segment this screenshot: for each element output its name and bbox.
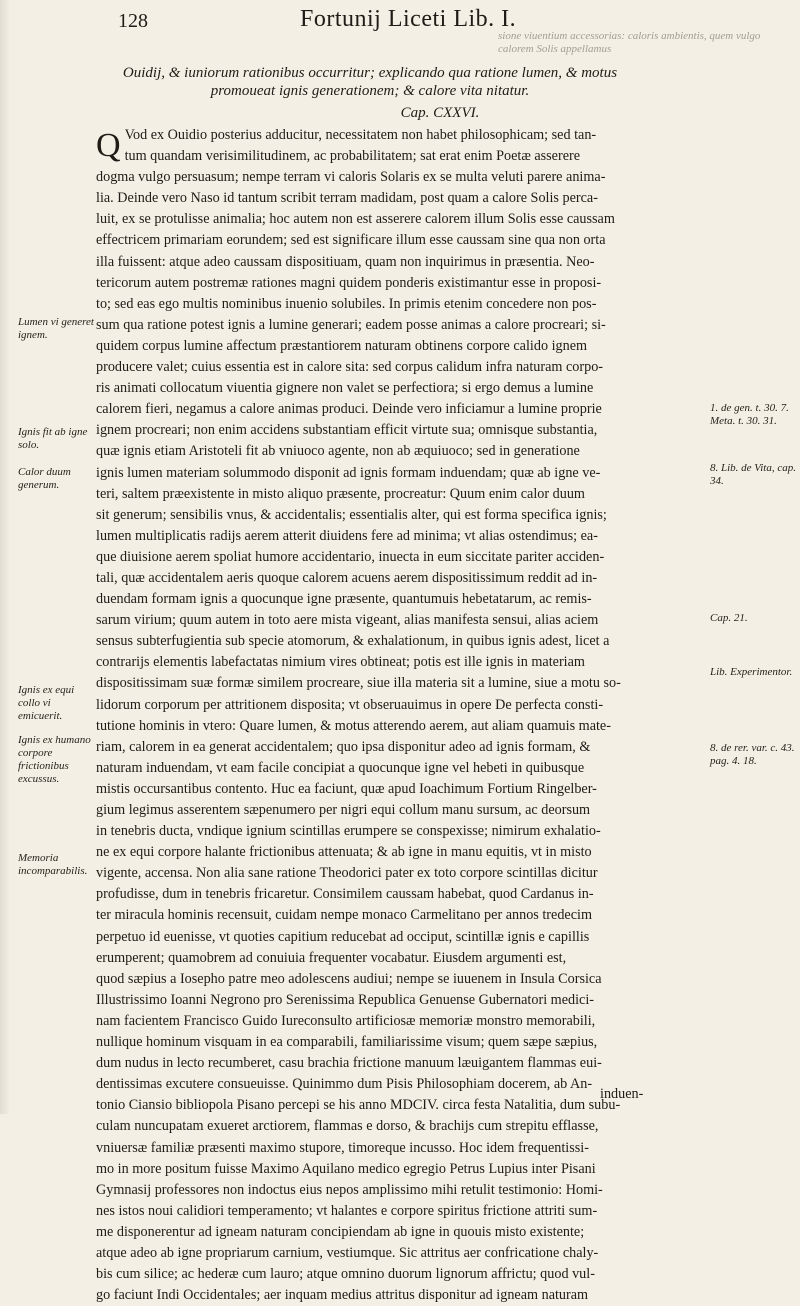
text-line: effectricem primariam eorundem; sed est significare illum esse caussam sine qua non orta (96, 232, 606, 249)
text-line: tum quandam verisimilitudinem, ac probabilitatem; sat erat enim Poetæ asserere (124, 148, 581, 165)
text-line: dentissimas excutere consueuisse. Quinimmo dum Pisis Philosophiam docerem, ab An- (96, 1076, 593, 1093)
text-line: duendam formam ignis a quocunque igne præsente, quantumuis hebetatarum, ac remis- (96, 591, 592, 608)
text-line: tericorum autem postremæ rationes magni quidem ponderis existimantur esse in proposi- (96, 274, 602, 291)
text-line: quidem corpus lumine affectum præstantiorem naturam obtinens corpore calido ignem (96, 337, 588, 354)
text-line: to; sed eas ego multis nominibus inuenio solubiles. In primis etenim concedere non pos- (96, 295, 597, 312)
chapter-title-line-1: Ouidij, & iuniorum rationibus occurritur; explicando qua ratione lumen, & motus (122, 65, 618, 81)
text-line: que diuisione aerem spoliat humore accidentario, inuecta in eum siccitate pariter acciden- (96, 548, 605, 565)
bleed-line-1: sione viuentium accessorias: caloris ambientis, quem vulgo calorem Solis appellamus (498, 30, 761, 55)
text-line: mo in more positum fuisse Maximo Aquilano medico egregio Petrus Lupius inter Pisani (96, 1160, 596, 1177)
text-line: culam nuncupatam exueret arctiorem, flammas e dorso, & brachijs cum strepitu efflasse, (96, 1118, 599, 1135)
text-line: tutione hominis in vtero: Quare lumen, & motus atterendo aerem, aut aliam quamuis mate- (96, 717, 611, 734)
text-line: me disponerentur ad igneam naturam concipiendam ab igne in quouis misto existente; (96, 1223, 585, 1240)
text-line: tali, quæ accidentalem aeris quoque calorem acuens aerem dispositissimum reddit ad in- (96, 569, 598, 586)
text-line: Illustrissimo Ioanni Negrono pro Serenissima Republica Genuense Gubernatori medici- (96, 991, 595, 1008)
text-line: sensus subterfugientia sub specie atomorum, & exhalationum, in quibus ignis adest, licet a (96, 633, 610, 650)
text-line: lumen multiplicatis radijs aerem atterit diuidens fere ad minima; vt alias ostendimus; ea- (96, 527, 598, 544)
chapter-number: Cap. CXXVI. (400, 105, 480, 121)
page-header (0, 6, 800, 40)
text-line: riam, calorem in ea generat accidentalem; quo ipsa disponitur adeo ad ignis formam, & (96, 738, 591, 755)
text-line: dispositissimam suæ formæ similem procreare, siue illa materia sit a lumine, siue a motu so- (96, 675, 621, 692)
text-line: quæ ignis etiam Aristoteli fit ab vniuoco agente, non ab æquiuoco; sed in generatione (96, 443, 580, 460)
text-line: nam facientem Francisco Guido Iureconsulto artificiosæ memoriæ monstro memorabili, (96, 1012, 596, 1029)
margin-note-humano-corpore: Ignis ex humano corpore frictionibus excussus. (18, 734, 91, 785)
text-line: quod sæpius a Iosepho patre meo adolescens audiui; nempe se iuuenem in Insula Corsica (96, 970, 602, 987)
text-line: ignis lumen materiam solummodo disponit ad ignis formam induendam; quæ ab igne ve- (96, 464, 601, 481)
body-text (96, 125, 708, 1306)
text-line: erumperent; quamobrem ad conuiuia frequenter vocabatur. Eiusdem argumenti est, (96, 949, 567, 966)
page-number: 128 (118, 10, 148, 32)
text-line: mistis occursantibus contento. Huc ea faciunt, quæ apud Ioachimum Fortium Ringelber- (96, 780, 597, 797)
catchword: induen- (600, 1086, 644, 1102)
text-line: Gymnasij professores non indoctus eius nepos amplissimo mihi retulit testimonio: Homi- (96, 1181, 603, 1198)
text-line: nes istos noui calidiori temperamento; vt halantes e corpore spiritus frictione attriti sum- (96, 1202, 598, 1219)
text-line: go faciunt Indi Occidentales; aer inquam medius attritus disponitur ad igneam naturam (96, 1287, 589, 1304)
text-line: nullique hominum visquam in ea comparabili, familiarissime visum; quem sæpe sæpius, (96, 1034, 598, 1051)
text-line: luit, ex se protulisse animalia; hoc autem non est asserere calorem illum Solis esse caussam (96, 211, 615, 228)
margin-note-equi-collo: Ignis ex equi collo vi emicuerit. (18, 684, 75, 722)
text-line: bis cum silice; ac hederæ cum lauro; atque omnino duorum lignorum affrictu; quod vul- (96, 1266, 595, 1283)
page-gutter-shadow (0, 0, 10, 1114)
text-line: illa fuissent: atque adeo caussam dispositiuam, quam non inquirimus in præsentia. Neo- (96, 253, 595, 270)
text-line: naturam induendam, vt eam facile concipiat a quocunque igne vel hebeti in quibusque (96, 759, 585, 776)
text-line: lidorum corporum per attritionem disposita; vt obseruauimus in opere De perfecta consti- (96, 696, 604, 713)
text-line: vigente, accensa. Non alia sane ratione Theodorici pater ex toto corpore scintillas dicitur (96, 865, 598, 882)
text-line: ne ex equi corpore halante frictionibus attenuata; & ab igne in manu equitis, vt in misto (96, 844, 592, 861)
text-line: Vod ex Ouidio posterius adducitur, necessitatem non habet philosophicam; sed tan- (124, 127, 597, 143)
text-line: gium legimus asserentem sæpenumero per nigri equi collum manu sursum, ac deorsum (96, 802, 591, 818)
text-line: teri, saltem præexistente in misto aliquo præsente, procreatur: Quum enim calor duum (96, 485, 585, 502)
margin-note-ignis-ab-igne: Ignis fit ab igne solo. (18, 426, 88, 451)
text-line: profudisse, dum in tenebris fricaretur. Consimilem caussam habebat, quod Cardanus in- (96, 886, 594, 903)
margin-ref-de-gen: 1. de gen. t. 30. 7. Meta. t. 30. 31. (710, 402, 789, 427)
text-line: tonio Ciansio bibliopola Pisano percepi se his anno MDCIV. circa festa Natalitia, dum subu- (96, 1097, 621, 1114)
margin-note-lumen: Lumen vi generet ignem. (18, 316, 94, 341)
text-line: ris animati collocatum viuentia gignere non valet se perfectiora; si ergo demus a lumine (96, 380, 594, 397)
margin-note-calor: Calor duum generum. (18, 466, 71, 491)
text-line: sit generum; sensibilis vnus, & accidentalis; essentialis alter, qui est forma specifica ignis; (96, 506, 607, 523)
margin-note-memoria: Memoria incomparabilis. (18, 852, 88, 877)
running-head: Fortunij Liceti Lib. I. (300, 6, 517, 32)
text-line: atque adeo ab igne propriarum carnium, vestiumque. Sic attritus aer confricatione chaly- (96, 1244, 599, 1261)
margin-ref-cap-21: Cap. 21. (710, 612, 748, 624)
margin-ref-de-vita: 8. Lib. de Vita, cap. 34. (710, 462, 796, 487)
text-line: perpetuo id euenisse, vt quoties capitium reducebat ad occiput, scintillæ ignis e capillis (96, 928, 590, 945)
chapter-title-line-2: promoueat ignis generationem; & calore vita nitatur. (210, 83, 530, 99)
text-line: sarum virium; quum autem in toto aere mista vigeant, alias manifesta sensui, alias aciem (96, 612, 599, 629)
drop-capital: Q (96, 127, 121, 164)
text-line: calorem fieri, negamus a calore animas produci. Deinde vero inficiamur a lumine proprie (96, 401, 602, 418)
text-line: ter miracula hominis recensuit, cuidam nempe monaco Carmelitano per annos tredecim (96, 907, 592, 924)
chapter-title (120, 64, 620, 100)
text-line: lia. Deinde vero Naso id tantum scribit terram madidam, post quam a calore Solis perca- (96, 190, 598, 207)
margin-ref-de-rer-var: 8. de rer. var. c. 43. pag. 4. 18. (710, 742, 795, 767)
text-line: dogma vulgo persuasum; nempe terram vi caloris Solaris ex se multa veluti parere anima- (96, 169, 606, 186)
margin-ref-experimentor: Lib. Experimentor. (710, 666, 793, 678)
text-line: producere valet; cuius essentia est in calore sita: sed corpus calidum infra naturam corpo- (96, 359, 604, 376)
text-line: in tenebris ducta, vndique ignium scintillas erumpere se conspexisse; nimirum exhalatio- (96, 823, 601, 840)
text-line: contrarijs elementis labefactatas nimium vires obtineat; potis est ille ignis in materiam (96, 654, 585, 671)
text-line: ignem procreari; non enim accidens substantiam efficit virtute sua; omnisque substantia, (96, 422, 598, 439)
text-line: dum nudus in lecto recumberet, casu brachia frictione manuum læuigantem flammas eui- (96, 1055, 602, 1072)
text-line: vniuersæ familiæ præsenti maximo stupore, timoreque incusso. Hoc idem frequentissi- (96, 1139, 589, 1156)
text-line: sum qua ratione potest ignis a lumine generari; eadem posse animas a calore procreari; si- (96, 316, 606, 333)
